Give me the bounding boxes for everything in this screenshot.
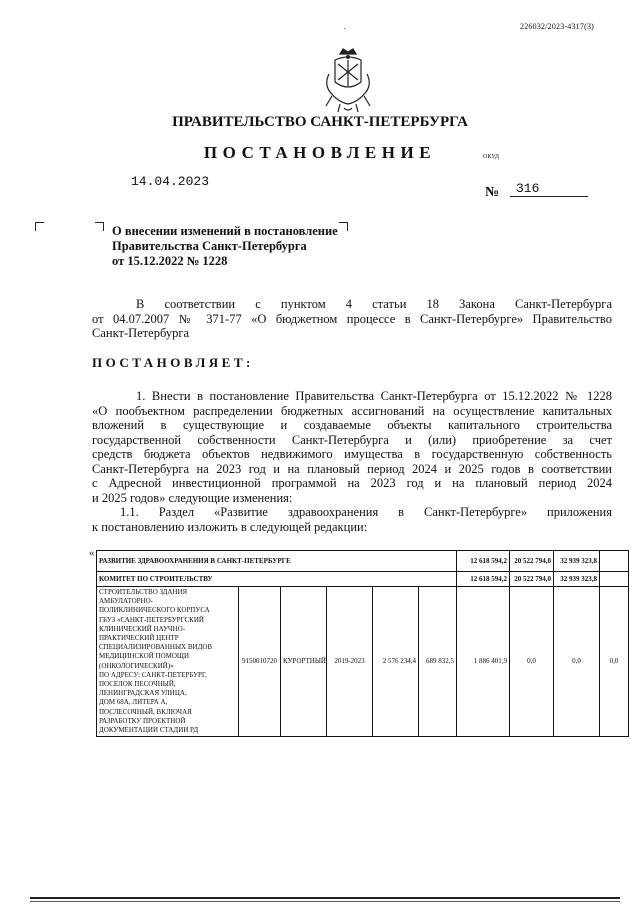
object-name-line: ДОКУМЕНТАЦИИ СТАДИИ РД xyxy=(99,726,199,735)
paragraph-line: к постановлению изложить в следующей редакции: xyxy=(92,519,368,534)
coat-of-arms-icon xyxy=(322,46,374,114)
table-row xyxy=(97,572,629,587)
object-name-line: ПОСЛЕСОЧНЫЙ, ВКЛЮЧАЯ xyxy=(99,707,192,716)
paragraph-line: государственной собственности Санкт-Петербурга и (или) приобретение за счет xyxy=(92,432,612,447)
document-type-heading: ПОСТАНОВЛЕНИЕ xyxy=(203,143,437,162)
object-name-cell xyxy=(97,587,239,737)
table-row xyxy=(97,587,629,737)
object-name-line: СПЕЦИАЛИЗИРОВАННЫХ ВИДОВ xyxy=(99,643,213,652)
empty-cell xyxy=(600,572,629,587)
committee-label: КОМИТЕТ ПО СТРОИТЕЛЬСТВУ xyxy=(97,572,457,587)
object-name-line: АМБУЛАТОРНО- xyxy=(99,597,153,606)
cell-2024: 0,0 xyxy=(510,587,554,737)
section-label: РАЗВИТИЕ ЗДРАВООХРАНЕНИЯ В САНКТ-ПЕТЕРБУРГЕ xyxy=(97,551,457,572)
district-cell: КУРОРТНЫЙ xyxy=(281,587,327,737)
number-label: № xyxy=(485,185,500,200)
resolves-heading: ПОСТАНОВЛЯЕТ: xyxy=(92,355,254,370)
paragraph-line: 1. Внести в постановление Правительства Санкт-Петербурга от 15.12.2022 № 1228 xyxy=(136,389,612,403)
paragraph-line: с Адресной инвестиционной программой на 2023 год и на плановый период 2024 xyxy=(92,476,612,490)
document-title xyxy=(112,224,338,269)
opening-quote: « xyxy=(89,547,95,559)
scan-speck xyxy=(344,28,345,29)
cell-2024: 20 522 794,0 xyxy=(510,551,554,572)
object-name-line: ДОМ 68А, ЛИТЕРА А, xyxy=(99,698,168,707)
cell-2025: 0,0 xyxy=(554,587,600,737)
paragraph-line: В соответствии с пунктом 4 статьи 18 Закона Санкт-Петербурга xyxy=(136,297,612,311)
object-name-line: ПО АДРЕСУ: САНКТ-ПЕТЕРБУРГ, xyxy=(99,670,207,679)
object-name-line: (ОНКОЛОГИЧЕСКИЙ)» xyxy=(99,661,174,670)
document-number: 226032/2023-4317(3) xyxy=(520,22,595,31)
object-name-line: ПОЛИКЛИНИЧЕСКОГО КОРПУСА xyxy=(99,606,210,615)
table-row xyxy=(97,551,629,572)
page-bottom-rule xyxy=(30,897,620,899)
financed-cell: 689 832,5 xyxy=(419,587,457,737)
preamble-paragraph xyxy=(92,297,612,341)
paragraph-line: от 04.07.2007 № 371-77 «О бюджетном процессе в Санкт-Петербурге» Правительство xyxy=(92,311,612,326)
government-heading: ПРАВИТЕЛЬСТВО САНКТ-ПЕТЕРБУРГА xyxy=(172,114,468,130)
okud-label: ОКУД xyxy=(483,154,499,160)
paragraph-line: и 2025 годов» следующие изменения: xyxy=(92,490,293,505)
paragraph-line: Санкт-Петербурга xyxy=(92,326,190,340)
object-name-line: ЛЕНИНГРАДСКАЯ УЛИЦА, xyxy=(99,689,187,698)
object-name-line: РАЗРАБОТКУ ПРОЕКТНОЙ xyxy=(99,716,186,725)
object-name-line: МЕДИЦИНСКОЙ ПОМОЩИ xyxy=(99,652,190,661)
paragraph-line: Санкт-Петербурга на 2023 год и на плановый период 2024 и 2025 годов в соответствии xyxy=(92,461,612,476)
title-bracket-left xyxy=(35,222,44,231)
paragraph-line: вложений в существующие и создаваемые объекты капитального строительства xyxy=(92,418,612,432)
object-name-line: ПРАКТИЧЕСКИЙ ЦЕНТР xyxy=(99,634,179,643)
title-line: Правительства Санкт-Петербурга xyxy=(112,239,307,253)
cell-2025: 32 939 323,8 xyxy=(554,551,600,572)
document-date: 14.04.2023 xyxy=(131,174,210,189)
title-line: О внесении изменений в постановление xyxy=(112,224,338,238)
document-number-value: 316 xyxy=(510,181,588,197)
resolution-paragraph xyxy=(92,389,612,534)
page-bottom-rule-thin xyxy=(30,901,620,902)
cell-2023: 12 618 594,2 xyxy=(457,551,510,572)
cell-2026: 0,0 xyxy=(600,587,629,737)
title-line: от 15.12.2022 № 1228 xyxy=(112,254,228,268)
object-name-line: СТРОИТЕЛЬСТВО ЗДАНИЯ xyxy=(99,588,188,596)
empty-cell xyxy=(600,551,629,572)
object-name-line: ГБУЗ «САНКТ-ПЕТЕРБУРГСКИЙ xyxy=(99,615,204,624)
cell-2023: 1 886 401,9 xyxy=(457,587,510,737)
object-name-line: ПОСЕЛОК ПЕСОЧНЫЙ, xyxy=(99,680,176,689)
paragraph-line: средств бюджета объектов недвижимого имущества в государственную собственность xyxy=(92,447,612,461)
title-bracket-right xyxy=(339,222,348,231)
cost-cell: 2 576 234,4 xyxy=(373,587,419,737)
cell-2024: 20 522 794,0 xyxy=(510,572,554,587)
object-name-line: КЛИНИЧЕСКИЙ НАУЧНО- xyxy=(99,624,186,633)
cell-2025: 32 939 323,8 xyxy=(554,572,600,587)
period-cell: 2019-2023 xyxy=(327,587,373,737)
object-code-cell: 9150010720 xyxy=(239,587,281,737)
investment-table xyxy=(96,550,629,737)
paragraph-line: «О пообъектном распределении бюджетных ассигнований на осуществление капитальных xyxy=(92,403,612,418)
title-bracket-inner xyxy=(95,222,104,231)
cell-2023: 12 618 594,2 xyxy=(457,572,510,587)
paragraph-line: 1.1. Раздел «Развитие здравоохранения в Санкт-Петербурге» приложения xyxy=(120,505,612,519)
